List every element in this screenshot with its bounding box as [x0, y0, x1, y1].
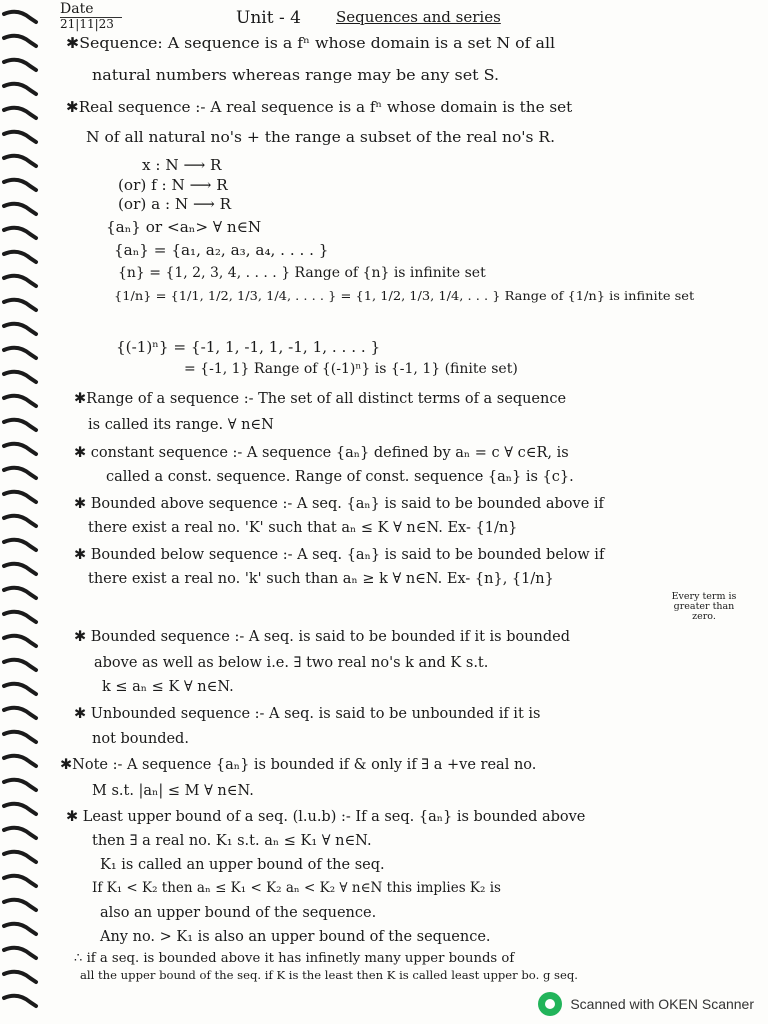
- line-terms: {aₙ} = {a₁, a₂, a₃, a₄, . . . . }: [114, 241, 329, 259]
- spiral-coil: [4, 684, 36, 694]
- spiral-coil: [4, 420, 36, 430]
- spiral-coil: [4, 180, 36, 190]
- line-range-def-2: is called its range. ∀ n∈N: [88, 417, 274, 433]
- line-lub-4: If K₁ < K₂ then aₙ ≤ K₁ < K₂ aₙ < K₂ ∀ n∈N this implies K₂ is: [92, 880, 501, 896]
- spiral-coil: [4, 444, 36, 454]
- spiral-coil: [4, 804, 36, 814]
- spiral-coil: [4, 756, 36, 766]
- line-lub-7: ∴ if a seq. is bounded above it has infinetly many upper bounds of: [74, 951, 515, 966]
- spiral-coil: [4, 660, 36, 670]
- spiral-coil: [4, 996, 36, 1006]
- line-bounded-seq-2: above as well as below i.e. ∃ two real no's k and K s.t.: [94, 655, 489, 671]
- line-unbounded-seq: ✱ Unbounded sequence :- A seq. is said to be unbounded if it is: [74, 706, 541, 722]
- spiral-coil: [4, 732, 36, 742]
- spiral-coil: [4, 228, 36, 238]
- line-map-f: (or) f : N ⟶ R: [118, 176, 228, 194]
- spiral-coil: [4, 276, 36, 286]
- line-real-sequence-2: N of all natural no's + the range a subset of the real no's R.: [86, 128, 555, 146]
- line-bounded-above: ✱ Bounded above sequence :- A seq. {aₙ} is said to be bounded above if: [74, 496, 604, 512]
- spiral-coil: [4, 60, 36, 70]
- line-bounded-below-2: there exist a real no. 'k' such than aₙ ≥ k ∀ n∈N. Ex- {n}, {1/n}: [88, 571, 554, 587]
- line-lub-5: also an upper bound of the sequence.: [100, 905, 377, 921]
- line-bounded-below: ✱ Bounded below sequence :- A seq. {aₙ} is said to be bounded below if: [74, 547, 605, 563]
- spiral-coil: [4, 12, 36, 22]
- page-subtitle: Sequences and series: [336, 8, 501, 26]
- line-reciprocal-set: {1/n} = {1/1, 1/2, 1/3, 1/4, . . . . } = {1, 1/2, 1/3, 1/4, . . . } Range of {1/n} is infinite set: [114, 289, 695, 303]
- line-real-sequence: ✱Real sequence :- A real sequence is a fⁿ whose domain is the set: [66, 98, 573, 116]
- line-notation: {aₙ} or <aₙ> ∀ n∈N: [106, 218, 262, 236]
- spiral-coil: [4, 396, 36, 406]
- line-constant-seq: ✱ constant sequence :- A sequence {aₙ} defined by aₙ = c ∀ c∈R, is: [74, 445, 569, 461]
- spiral-coil: [4, 900, 36, 910]
- spiral-coil: [4, 948, 36, 958]
- spiral-coil: [4, 108, 36, 118]
- line-lub: ✱ Least upper bound of a seq. (l.u.b) :- If a seq. {aₙ} is bounded above: [66, 809, 586, 825]
- line-constant-seq-2: called a const. sequence. Range of const. sequence {aₙ} is {c}.: [106, 469, 574, 485]
- line-bounded-seq-3: k ≤ aₙ ≤ K ∀ n∈N.: [102, 679, 234, 695]
- spiral-coil: [4, 300, 36, 310]
- scanner-watermark: [538, 992, 754, 1016]
- line-lub-8: all the upper bound of the seq. if K is the least then K is called least upper bo. g seq.: [80, 968, 578, 982]
- spiral-coil: [4, 852, 36, 862]
- spiral-coil: [4, 36, 36, 46]
- spiral-coil: [4, 156, 36, 166]
- line-note: ✱Note :- A sequence {aₙ} is bounded if & only if ∃ a +ve real no.: [60, 757, 537, 773]
- line-alternating-set: {(-1)ⁿ} = {-1, 1, -1, 1, -1, 1, . . . . }: [116, 338, 381, 356]
- spiral-coil: [4, 324, 36, 334]
- line-unbounded-seq-2: not bounded.: [92, 731, 189, 747]
- line-n-set: {n} = {1, 2, 3, 4, . . . . } Range of {n} is infinite set: [118, 265, 486, 281]
- line-lub-2: then ∃ a real no. K₁ s.t. aₙ ≤ K₁ ∀ n∈N.: [92, 833, 372, 849]
- date-value: 21|11|23: [60, 16, 114, 31]
- spiral-coil: [4, 636, 36, 646]
- spiral-coil: [4, 876, 36, 886]
- spiral-coil: [4, 828, 36, 838]
- date-label: Date: [60, 2, 122, 18]
- spiral-coil: [4, 468, 36, 478]
- spiral-coil: [4, 540, 36, 550]
- spiral-coil: [4, 972, 36, 982]
- spiral-coil: [4, 204, 36, 214]
- line-range-def: ✱Range of a sequence :- The set of all distinct terms of a sequence: [74, 391, 567, 407]
- page-title: Unit - 4: [236, 8, 301, 28]
- spiral-coil: [4, 348, 36, 358]
- spiral-coil: [4, 924, 36, 934]
- line-map-a: (or) a : N ⟶ R: [118, 195, 232, 213]
- spiral-coil: [4, 252, 36, 262]
- annotation-every-term: Every term is greater than zero.: [671, 591, 737, 622]
- line-bounded-above-2: there exist a real no. 'K' such that aₙ ≤ K ∀ n∈N. Ex- {1/n}: [88, 520, 518, 536]
- line-lub-6: Any no. > K₁ is also an upper bound of the sequence.: [100, 929, 491, 945]
- spiral-binding: [0, 0, 48, 1024]
- notes-body: [56, 0, 756, 990]
- spiral-coil: [4, 516, 36, 526]
- spiral-coil: [4, 132, 36, 142]
- line-lub-3: K₁ is called an upper bound of the seq.: [100, 857, 385, 873]
- spiral-coil: [4, 372, 36, 382]
- spiral-coil: [4, 780, 36, 790]
- spiral-coil: [4, 588, 36, 598]
- line-note-2: M s.t. |aₙ| ≤ M ∀ n∈N.: [92, 783, 254, 799]
- spiral-coil: [4, 84, 36, 94]
- spiral-coil: [4, 564, 36, 574]
- line-map-x: x : N ⟶ R: [142, 156, 222, 174]
- line-alternating-range: = {-1, 1} Range of {(-1)ⁿ} is {-1, 1} (finite set): [184, 361, 518, 377]
- scanner-text: Scanned with OKEN Scanner: [570, 996, 754, 1012]
- spiral-coil: [4, 612, 36, 622]
- oken-logo-icon: [538, 992, 562, 1016]
- spiral-coil: [4, 492, 36, 502]
- line-sequence-def-2: natural numbers whereas range may be any set S.: [92, 66, 500, 84]
- spiral-coil: [4, 708, 36, 718]
- line-sequence-def: ✱Sequence: A sequence is a fⁿ whose domain is a set N of all: [66, 34, 556, 52]
- line-bounded-seq: ✱ Bounded sequence :- A seq. is said to be bounded if it is bounded: [74, 629, 571, 645]
